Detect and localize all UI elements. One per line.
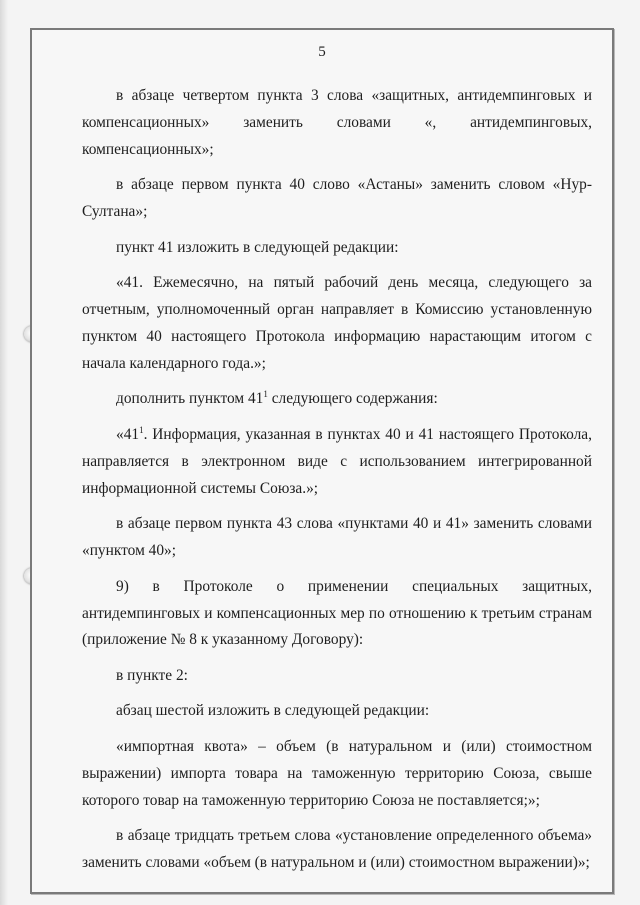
document-body [82,83,592,886]
paragraph-text: следующего содержания: [267,390,438,408]
superscript: 1 [263,389,268,400]
page-number: 5 [318,44,326,60]
paragraph: «41. Ежемесячно, на пятый рабочий день месяца, следующего за отчетным, уполномоченный орган направляет в Комиссию установленную пунктом 40 настоящего Протокола информацию нарастающим итогом с начала календарного года.»; [82,274,592,372]
paragraph: в абзаце первом пункта 40 слово «Астаны» заменить словом «Нур-Султана»; [82,176,592,221]
superscript: 1 [139,424,144,435]
paragraph: в пункте 2: [116,666,188,684]
paragraph: в абзаце четвертом пункта 3 слова «защитных, антидемпинговых и компенсационных» заменить словами «, антидемпинговых, компенсационных»; [82,87,592,158]
paragraph: «импортная квота» – объем (в натуральном и (или) стоимостном выражении) импорта товара на таможенную территорию Союза, свыше которого товар на таможенную территорию Союза не поставляется;»; [82,737,592,809]
paragraph [82,422,592,503]
paragraph-text: дополнить пунктом 41 [116,390,264,408]
paragraph: пункт 41 изложить в следующей редакции: [116,238,399,256]
paragraph-text: «41 [116,425,140,443]
paragraph: абзац шестой изложить в следующей редакции: [116,702,430,720]
paragraph: 9) в Протоколе о применении специальных защитных, антидемпинговых и компенсационных мер по отношению к третьим странам (приложение № 8 к указанному Договору): [82,577,592,649]
document-page [30,28,614,894]
paragraph-text: . Информация, указанная в пунктах 40 и 41 настоящего Протокола, направляется в электронном виде с использованием интегрированной информационной системы Союза.»; [82,425,592,497]
paragraph: в абзаце первом пункта 43 слова «пунктами 40 и 41» заменить словами «пунктом 40»; [82,515,592,560]
paragraph: в абзаце тридцать третьем слова «установление определенного объема» заменить словами «объем (в натуральном и (или) стоимостном выражении)»; [82,827,592,872]
scan-edge [0,0,8,905]
paragraph [82,386,592,413]
